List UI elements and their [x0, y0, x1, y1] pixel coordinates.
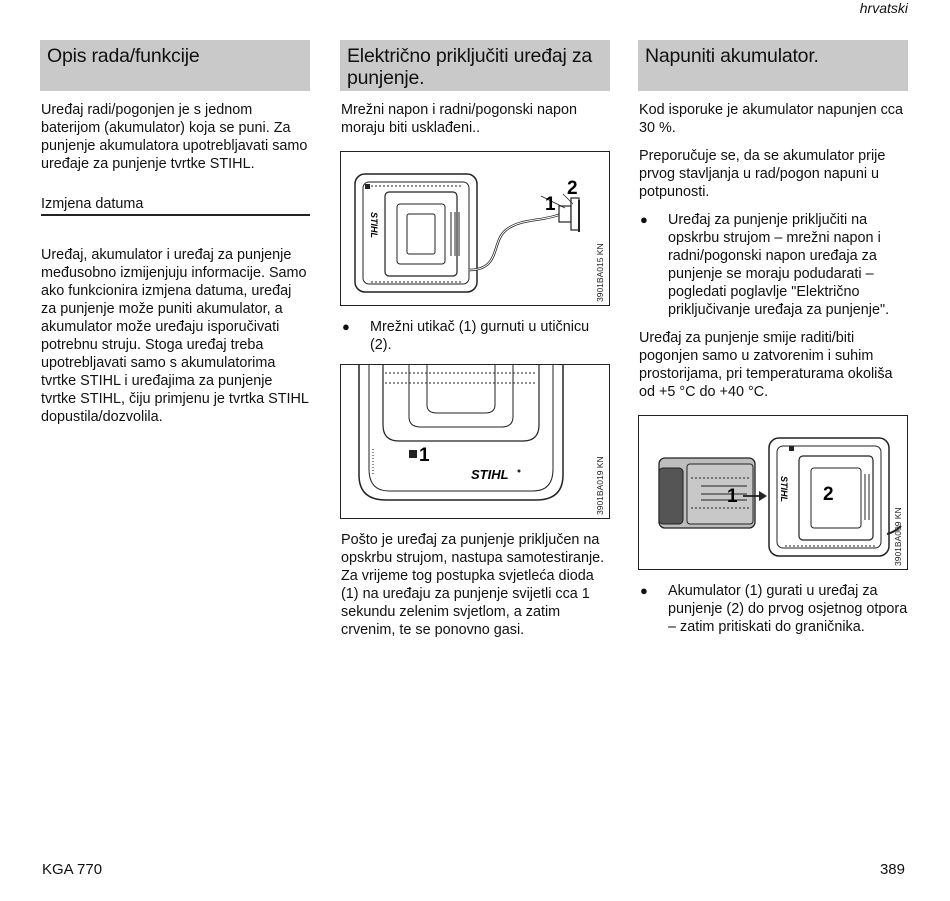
bullet-insert-battery — [639, 582, 908, 636]
callout-2: 2 — [823, 484, 834, 505]
bullet-dot-icon: ● — [640, 212, 648, 227]
paragraph-data-exchange: Uređaj, akumulator i uređaj za punjenje međusobno izmijenjuju informacije. Samo ako funkcionira izmjena datuma, uređaj za punjenje može puniti akumulator, a akumulator može uređaju isporučivati potrebnu struju. Stoga uređaj treba upotrebljavati samo s akumulatorima tvrtke STIHL i uređajima za punjenje tvrtke STIHL, čiju primjenu je tvrtka STIHL dopustila/dozvolila. — [41, 247, 309, 425]
brand-logo: STIHL — [779, 476, 789, 502]
column-connect-charger — [340, 40, 610, 649]
column-charge-battery — [638, 40, 908, 646]
paragraph-recommendation: Preporučuje se, da se akumulator prije prvog stavljanja u rad/pogon napuni u potpunosti. — [639, 148, 886, 200]
subheading-data-exchange: Izmjena datuma — [41, 195, 310, 216]
footer-model: KGA 770 — [42, 861, 103, 878]
callout-1: 1 — [727, 486, 738, 507]
bullet-dot-icon: ● — [342, 319, 350, 334]
bullet-dot-icon: ● — [640, 583, 648, 598]
bullet-connect-power-text: Uređaj za punjenje priključiti na opskrbu strujom – mrežni napon i radni/pogonski napon uređaja za punjenje se moraju podudarati – pogledati poglavlje "Električno priključivanje uređaja za punjenje". — [668, 212, 890, 318]
column-description — [40, 40, 310, 436]
paragraph-operating-conditions: Uređaj za punjenje smije raditi/biti pogonjen samo u zatvorenim i suhim prostorijama, pri temperaturama okoliša od +5 °C do +40 °C. — [639, 330, 893, 400]
page-number: 389 — [879, 861, 905, 878]
charger-led-illustration — [341, 365, 608, 517]
language-label: hrvatski — [859, 0, 908, 16]
figure-charger-led — [340, 364, 610, 519]
paragraph-voltage: Mrežni napon i radni/pogonski napon moraju biti usklađeni.. — [341, 102, 578, 136]
bullet-plug-in — [341, 318, 610, 354]
insert-battery-illustration — [639, 416, 906, 568]
bullet-plug-in-text: Mrežni utikač (1) gurnuti u utičnicu (2). — [370, 319, 590, 353]
heading-connect-charger: Električno priključiti uređaj za punjenje. — [340, 40, 610, 91]
brand-logo: STIHL — [471, 467, 509, 482]
bullet-connect-power — [639, 211, 908, 319]
callout-2: 2 — [567, 178, 578, 199]
bullet-insert-battery-text: Akumulator (1) gurati u uređaj za punjenje (2) do prvog osjetnog otpora – zatim pritiskati do graničnika. — [668, 583, 908, 635]
brand-logo: STIHL — [369, 212, 379, 238]
paragraph-delivery-charge: Kod isporuke je akumulator napunjen cca 30 %. — [639, 102, 903, 136]
figure-insert-battery — [638, 415, 908, 570]
heading-charge-battery: Napuniti akumulator. — [638, 40, 908, 91]
callout-1: 1 — [545, 194, 556, 215]
heading-description: Opis rada/funkcije — [40, 40, 310, 91]
paragraph-self-test: Pošto je uređaj za punjenje priključen na opskrbu strujom, nastupa samotestiranje. Za vrijeme tog postupka svjetleća dioda (1) na uređaju za punjenje svijetli cca 1 sekundu zelenim svjetlom, a zatim crvenim, te se ponovno gasi. — [341, 532, 605, 638]
figure-code: 3901BA015 KN — [595, 243, 605, 302]
charger-plug-illustration — [341, 152, 608, 304]
callout-1: 1 — [419, 445, 430, 466]
paragraph-description: Uređaj radi/pogonjen je s jednom baterijom (akumulator) koja se puni. Za punjenje akumulatora upotrebljavati samo uređaje za punjenje tvrtke STIHL. — [41, 102, 308, 172]
figure-code: 3901BA009 KN — [893, 507, 903, 566]
figure-code: 3901BA019 KN — [595, 456, 605, 515]
figure-charger-plug — [340, 151, 610, 306]
